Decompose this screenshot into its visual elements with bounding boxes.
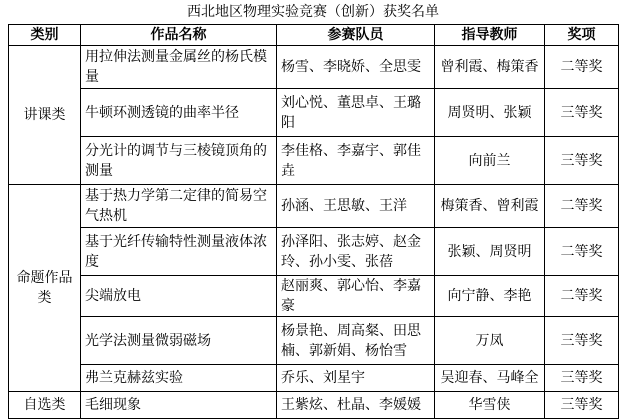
members-cell: 王紫炫、杜晶、李媛媛 [277, 392, 435, 419]
advisors-cell: 周贤明、张颖 [435, 89, 545, 137]
award-cell: 三等奖 [545, 317, 619, 365]
members-cell: 赵丽爽、郭心怡、李嘉豪 [277, 276, 435, 317]
table-row [9, 46, 619, 89]
advisors-cell: 曾利霞、梅策香 [435, 46, 545, 89]
advisors-cell: 华雪侠 [435, 392, 545, 419]
award-cell: 三等奖 [545, 137, 619, 185]
work-cell: 基于光纤传输特性测量液体浓度 [81, 228, 277, 276]
award-cell: 三等奖 [545, 392, 619, 419]
advisors-cell: 梅策香、曾利霞 [435, 185, 545, 228]
members-cell: 孙涵、王思敏、王洋 [277, 185, 435, 228]
header-members: 参赛队员 [277, 25, 435, 46]
award-cell: 二等奖 [545, 276, 619, 317]
table-row [9, 365, 619, 392]
header-category: 类别 [9, 25, 81, 46]
table-row [9, 137, 619, 185]
award-cell: 二等奖 [545, 185, 619, 228]
table-row [9, 228, 619, 276]
advisors-cell: 吴迎春、马峰全 [435, 365, 545, 392]
work-cell: 尖端放电 [81, 276, 277, 317]
table-row [9, 392, 619, 419]
table-header-row [9, 25, 619, 46]
header-work: 作品名称 [81, 25, 277, 46]
award-table [8, 24, 619, 419]
work-cell: 弗兰克赫兹实验 [81, 365, 277, 392]
members-cell: 乔乐、刘星宇 [277, 365, 435, 392]
work-cell: 分光计的调节与三棱镜顶角的测量 [81, 137, 277, 185]
advisors-cell: 张颖、周贤明 [435, 228, 545, 276]
work-cell: 毛细现象 [81, 392, 277, 419]
members-cell: 孙泽阳、张志婷、赵金玲、孙小雯、张蓓 [277, 228, 435, 276]
table-row [9, 276, 619, 317]
header-award: 奖项 [545, 25, 619, 46]
advisors-cell: 向前兰 [435, 137, 545, 185]
work-cell: 基于热力学第二定律的简易空气热机 [81, 185, 277, 228]
advisors-cell: 万凤 [435, 317, 545, 365]
award-cell: 二等奖 [545, 46, 619, 89]
members-cell: 刘心悦、董思卓、王璐阳 [277, 89, 435, 137]
members-cell: 杨景艳、周高粲、田思楠、郭新娟、杨怡雪 [277, 317, 435, 365]
table-row [9, 185, 619, 228]
award-cell: 三等奖 [545, 365, 619, 392]
work-cell: 光学法测量微弱磁场 [81, 317, 277, 365]
award-cell: 三等奖 [545, 89, 619, 137]
members-cell: 李佳格、李嘉宇、郭佳垚 [277, 137, 435, 185]
advisors-cell: 向宁静、李艳 [435, 276, 545, 317]
category-cell: 讲课类 [9, 46, 81, 185]
document-title: 西北地区物理实验竞赛（创新）获奖名单 [187, 4, 439, 20]
work-cell: 用拉伸法测量金属丝的杨氏模量 [81, 46, 277, 89]
category-cell: 命题作品类 [9, 185, 81, 392]
category-cell: 自选类 [9, 392, 81, 419]
award-cell: 二等奖 [545, 228, 619, 276]
table-row [9, 317, 619, 365]
header-advisors: 指导教师 [435, 25, 545, 46]
work-cell: 牛顿环测透镜的曲率半径 [81, 89, 277, 137]
table-row [9, 89, 619, 137]
members-cell: 杨雪、李晓娇、全思雯 [277, 46, 435, 89]
